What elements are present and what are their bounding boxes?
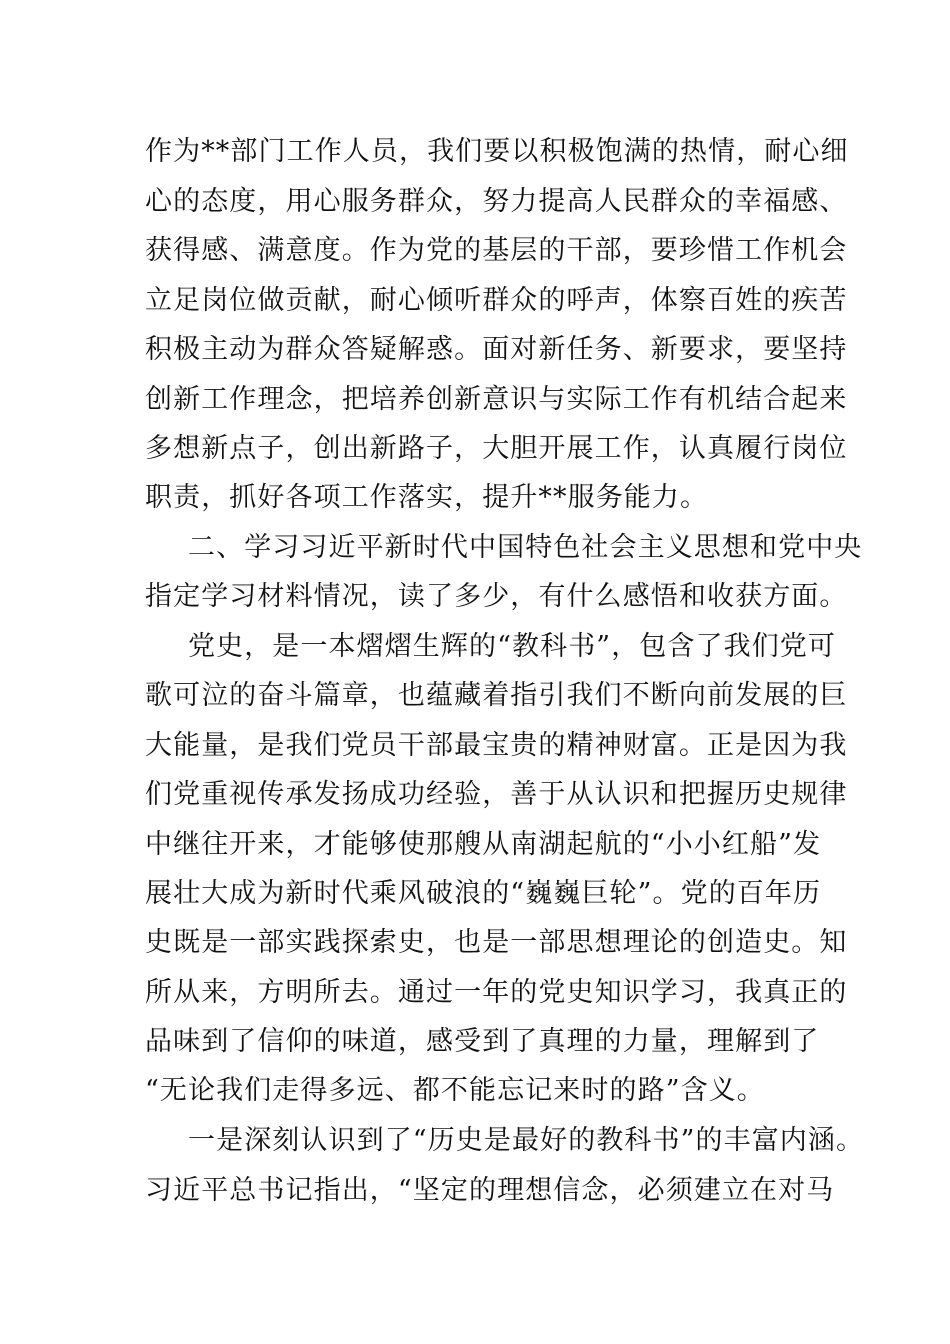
text-line: 史既是一部实践探索史，也是一部思想理论的创造史。知 <box>145 927 848 958</box>
text-line: 展壮大成为新时代乘风破浪的“巍巍巨轮”。党的百年历 <box>145 878 822 909</box>
text-line: 作为**部门工作人员，我们要以积极饱满的热情，耐心细 <box>145 136 849 167</box>
text-line: 创新工作理念，把培养创新意识与实际工作有机结合起来 <box>145 384 848 415</box>
text-line: 多想新点子，创出新路子，大胆开展工作，认真履行岗位 <box>145 433 848 464</box>
section-heading-line: 指定学习材料情况，读了多少，有什么感悟和收获方面。 <box>145 581 848 612</box>
text-line: “无论我们走得多远、都不能忘记来时的路”含义。 <box>145 1075 765 1106</box>
text-line: 所从来，方明所去。通过一年的党史知识学习，我真正的 <box>145 977 848 1008</box>
text-line: 职责，抓好各项工作落实，提升**服务能力。 <box>145 482 709 513</box>
text-line: 立足岗位做贡献，耐心倾听群众的呼声，体察百姓的疾苦 <box>145 285 848 316</box>
text-line: 习近平总书记指出，“坚定的理想信念，必须建立在对马 <box>145 1175 835 1206</box>
text-line: 歌可泣的奋斗篇章，也蕴藏着指引我们不断向前发展的巨 <box>145 680 848 711</box>
text-line: 积极主动为群众答疑解惑。面对新任务、新要求，要坚持 <box>145 334 848 365</box>
text-line: 一是深刻认识到了“历史是最好的教科书”的丰富内涵。 <box>188 1125 865 1156</box>
text-line: 品味到了信仰的味道，感受到了真理的力量，理解到了 <box>145 1026 820 1057</box>
text-line: 获得感、满意度。作为党的基层的干部，要珍惜工作机会 <box>145 235 848 266</box>
text-line: 心的态度，用心服务群众，努力提高人民群众的幸福感、 <box>145 186 848 217</box>
section-heading-line: 二、学习习近平新时代中国特色社会主义思想和党中央 <box>188 532 863 563</box>
text-line: 大能量，是我们党员干部最宝贵的精神财富。正是因为我 <box>145 730 848 761</box>
text-line: 们党重视传承发扬成功经验，善于从认识和把握历史规律 <box>145 779 848 810</box>
text-line: 中继往开来，才能够使那艘从南湖起航的“小小红船”发 <box>145 829 822 860</box>
text-line: 党史，是一本熠熠生辉的“教科书”，包含了我们党可 <box>188 631 837 662</box>
